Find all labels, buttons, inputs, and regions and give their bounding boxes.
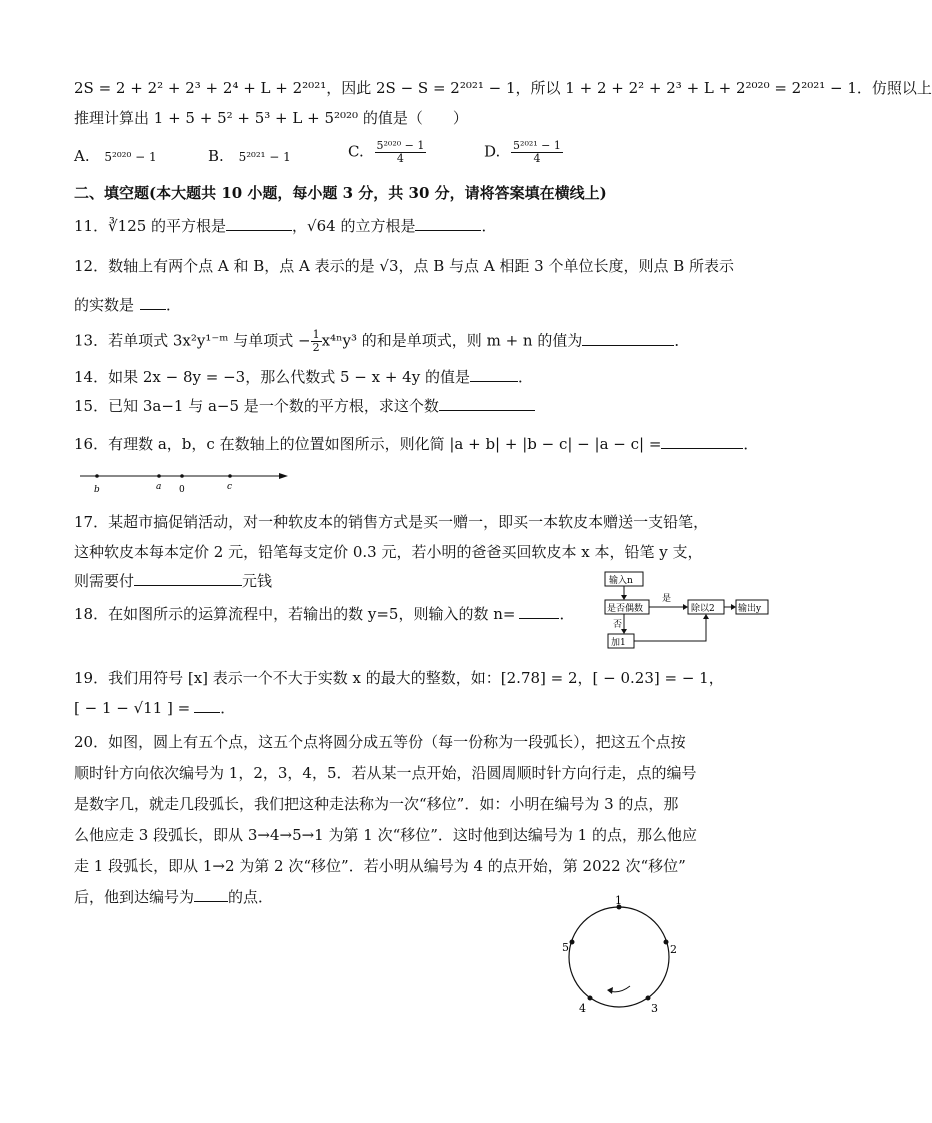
circle-label-4: 4 bbox=[579, 1002, 586, 1015]
q18 bbox=[74, 604, 574, 624]
q20-line6 bbox=[74, 887, 273, 907]
flow-input-label: 输入n bbox=[609, 576, 633, 586]
option-c[interactable] bbox=[348, 140, 426, 165]
q16 bbox=[74, 434, 758, 454]
q20-line2: 顺时针方向依次编号为 1，2，3，4，5．若从某一点开始，沿圆周顺时针方向行走，点的编号 bbox=[74, 764, 697, 782]
q19-line1: 19．我们用符号 [x] 表示一个不大于实数 x 的最大的整数，如：[2.78] = 2，[ − 0.23] = − 1， bbox=[74, 669, 724, 687]
option-c-fraction bbox=[375, 140, 427, 165]
q13-fraction bbox=[311, 329, 322, 354]
q20-answer[interactable] bbox=[194, 887, 228, 902]
option-d-denominator: 4 bbox=[533, 152, 541, 165]
point-b bbox=[95, 474, 99, 478]
q11-text-b: ，√64 的立方根是 bbox=[292, 217, 416, 235]
q20-line4: 么他应走 3 段弧长，即从 3→4→5→1 为第 1 次“移位”．这时他到达编号为 1 的点，那么他应 bbox=[74, 826, 697, 844]
q20-line5: 走 1 段弧长，即从 1→2 为第 2 次“移位”．若小明从编号为 4 的点开始，第 2022 次“移位” bbox=[74, 857, 686, 875]
q13-frac-num: 1 bbox=[312, 328, 320, 341]
q17-line3-text: 则需要付 bbox=[74, 572, 135, 590]
point-zero bbox=[180, 474, 184, 478]
q17-line2: 这种软皮本每本定价 2 元，铅笔每支定价 0.3 元，若小明的爸爸买回软皮本 x 本，铅笔 y 支， bbox=[74, 543, 703, 561]
q16-answer[interactable] bbox=[661, 434, 743, 449]
q11 bbox=[74, 216, 496, 236]
q20-line3: 是数字几，就走几段弧长，我们把这种走法称为一次“移位”．如：小明在编号为 3 的点，那 bbox=[74, 795, 679, 813]
label-a: a bbox=[156, 482, 162, 492]
circle bbox=[569, 907, 669, 1007]
q17-line1: 17．某超市搞促销活动，对一种软皮本的销售方式是买一赠一，即买一本软皮本赠送一支铅笔， bbox=[74, 513, 709, 531]
circle-figure bbox=[552, 892, 692, 1022]
option-b-value: 5²⁰²¹ − 1 bbox=[238, 150, 291, 164]
flow-arrow-icon bbox=[621, 595, 627, 600]
q13-text-a: 13．若单项式 3x²y¹⁻ᵐ 与单项式 − bbox=[74, 331, 311, 350]
flowchart-figure bbox=[600, 570, 772, 654]
option-a[interactable] bbox=[74, 146, 157, 167]
q13-answer[interactable] bbox=[582, 331, 674, 346]
q13-end: ． bbox=[674, 331, 690, 350]
q15 bbox=[74, 396, 535, 416]
q14-answer[interactable] bbox=[470, 367, 518, 382]
point-c bbox=[228, 474, 232, 478]
q18-text: 18．在如图所示的运算流程中，若输出的数 y=5，则输入的数 n= bbox=[74, 605, 516, 623]
q11-answer-2[interactable] bbox=[415, 216, 481, 231]
circle-point-5 bbox=[570, 940, 575, 945]
flow-arrow-icon bbox=[683, 604, 688, 610]
circle-point-4 bbox=[588, 996, 593, 1001]
circle-point-3 bbox=[646, 996, 651, 1001]
q11-answer-1[interactable] bbox=[226, 216, 292, 231]
q11-text-a: 11．∛125 的平方根是 bbox=[74, 217, 227, 235]
q13-text-b: x⁴ⁿy³ 的和是单项式，则 m + n 的值为 bbox=[321, 331, 583, 350]
option-a-value: 5²⁰²⁰ − 1 bbox=[104, 150, 157, 164]
q14-text: 14．如果 2x − 8y = −3，那么代数式 5 − x + 4y 的值是 bbox=[74, 368, 470, 386]
option-c-label: C. bbox=[348, 142, 364, 161]
q19-line2 bbox=[74, 698, 235, 718]
q19-line2-text: [ − 1 − √11 ] = bbox=[74, 699, 191, 717]
option-d-label: D. bbox=[484, 142, 501, 161]
option-b[interactable] bbox=[208, 146, 291, 167]
q10-line2: 推理计算出 1 + 5 + 5² + 5³ + L + 5²⁰²⁰ 的值是（ ） bbox=[74, 109, 468, 127]
q12-line2-text: 的实数是 bbox=[74, 296, 135, 314]
circle-label-2: 2 bbox=[670, 943, 677, 956]
circle-label-3: 3 bbox=[651, 1002, 658, 1015]
q19-answer[interactable] bbox=[194, 698, 220, 713]
circle-label-5: 5 bbox=[562, 941, 569, 954]
q20-line1: 20．如图，圆上有五个点，这五个点将圆分成五等份（每一份称为一段弧长），把这五个点按 bbox=[74, 733, 686, 751]
section-2-title: 二、填空题(本大题共 10 小题，每小题 3 分，共 30 分，请将答案填在横线上) bbox=[74, 184, 607, 202]
flow-yes-label: 是 bbox=[662, 594, 672, 604]
q20-line6-end: 的点． bbox=[228, 888, 274, 906]
option-b-label: B. bbox=[208, 147, 224, 165]
q17-answer[interactable] bbox=[134, 571, 242, 586]
q12-end: ． bbox=[166, 296, 182, 314]
q20-line6-text: 后，他到达编号为 bbox=[74, 888, 195, 906]
q16-text: 16．有理数 a，b，c 在数轴上的位置如图所示，则化简 |a + b| + |b − c| − |a − c| = bbox=[74, 435, 662, 453]
q13-frac-den: 2 bbox=[312, 341, 320, 354]
q15-answer[interactable] bbox=[439, 396, 535, 411]
q16-end: ． bbox=[743, 435, 759, 453]
label-b: b bbox=[94, 485, 100, 495]
number-line-figure bbox=[76, 466, 296, 496]
q18-end: ． bbox=[559, 605, 575, 623]
flow-line-loop bbox=[634, 616, 706, 641]
number-line-arrow-icon bbox=[279, 473, 288, 479]
q12-line2 bbox=[74, 295, 181, 315]
option-c-denominator: 4 bbox=[396, 152, 404, 165]
label-c: c bbox=[227, 482, 233, 492]
flow-add-label: 加1 bbox=[611, 638, 626, 648]
q12-answer[interactable] bbox=[140, 295, 166, 310]
q10-line1: 2S = 2 + 2² + 2³ + 2⁴ + L + 2²⁰²¹，因此 2S − S = 2²⁰²¹ − 1，所以 1 + 2 + 2² + 2³ + L + 2²⁰²⁰ = 2²⁰²¹ − 1．仿照以上 bbox=[74, 79, 932, 97]
flow-output-label: 输出y bbox=[738, 604, 762, 614]
option-c-numerator: 5²⁰²⁰ − 1 bbox=[376, 139, 425, 152]
q18-answer[interactable] bbox=[519, 604, 559, 619]
flow-divide-label: 除以2 bbox=[691, 604, 715, 614]
arrow-head-icon bbox=[607, 987, 613, 994]
q12-line1: 12．数轴上有两个点 A 和 B，点 A 表示的是 √3，点 B 与点 A 相距 3 个单位长度，则点 B 所表示 bbox=[74, 257, 735, 275]
option-d-numerator: 5²⁰²¹ − 1 bbox=[513, 139, 561, 152]
q13 bbox=[74, 329, 689, 354]
q15-text: 15．已知 3a−1 与 a−5 是一个数的平方根，求这个数 bbox=[74, 397, 439, 415]
flow-no-label: 否 bbox=[613, 620, 623, 630]
flow-arrow-icon bbox=[703, 614, 709, 619]
q17-line3-end: 元钱 bbox=[242, 572, 273, 590]
label-zero: 0 bbox=[179, 485, 185, 495]
point-a bbox=[157, 474, 161, 478]
option-d[interactable] bbox=[484, 140, 563, 165]
flow-arrow-icon bbox=[731, 604, 736, 610]
flow-even-label: 是否偶数 bbox=[607, 604, 644, 614]
q14-end: ． bbox=[517, 368, 533, 386]
circle-point-2 bbox=[664, 940, 669, 945]
q14 bbox=[74, 367, 533, 387]
q19-end: ． bbox=[220, 699, 236, 717]
option-d-fraction bbox=[511, 140, 563, 165]
circle-label-1: 1 bbox=[615, 894, 622, 907]
q17-line3 bbox=[74, 571, 272, 591]
option-a-label: A. bbox=[74, 147, 90, 165]
q11-text-c: ． bbox=[481, 217, 497, 235]
